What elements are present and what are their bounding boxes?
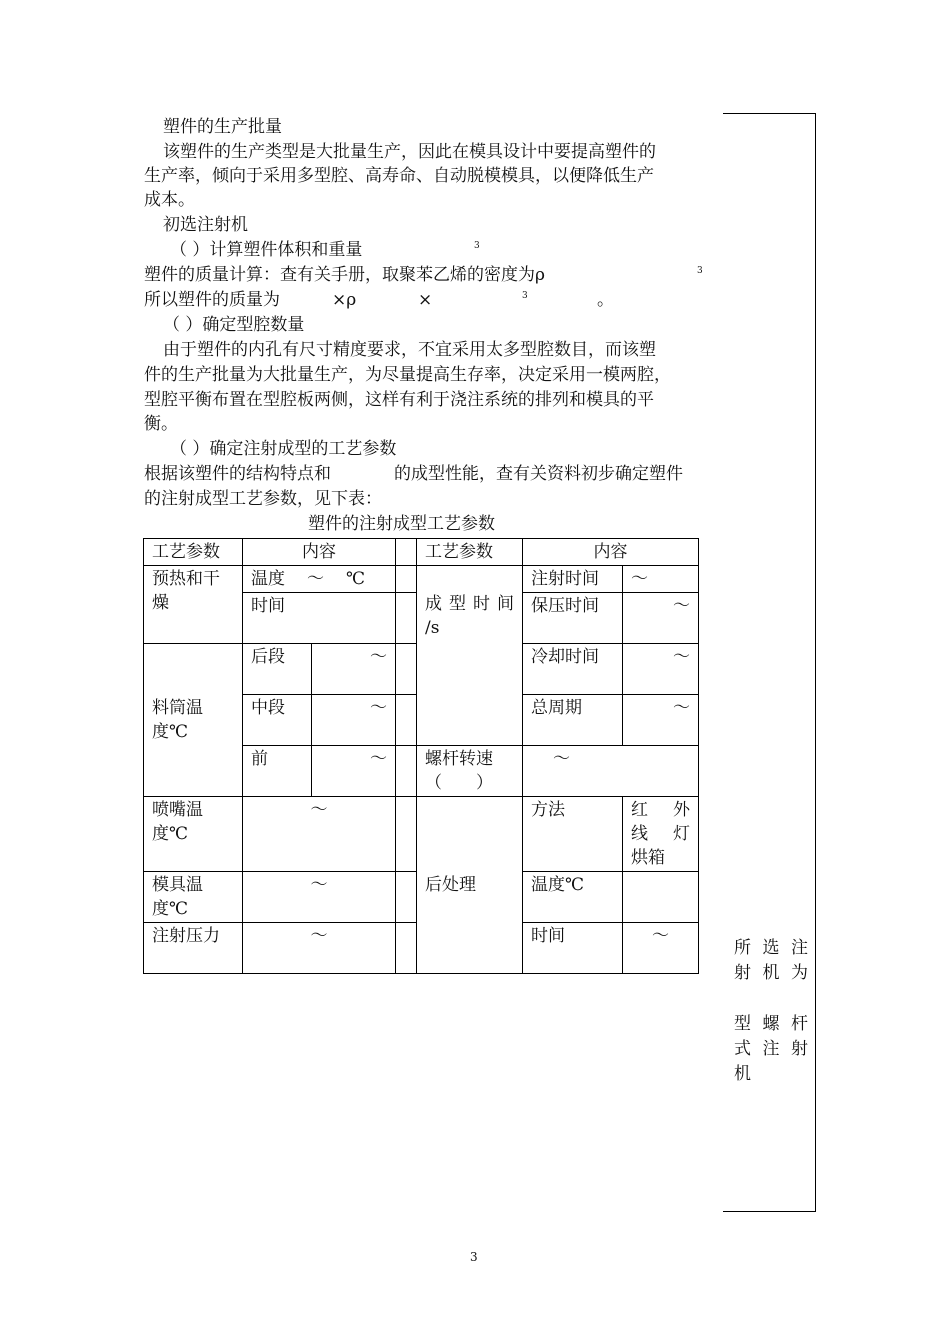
- subheading-cavity-count: （ ）确定型腔数量: [163, 315, 305, 335]
- side-note-row: 机: [734, 1064, 751, 1084]
- paragraph-line: 件的生产批量为大批量生产，为尽量提高生存率，决定采用一模两腔，: [144, 365, 671, 385]
- paragraph-line: 由于塑件的内孔有尺寸精度要求，不宜采用太多型腔数目，而该塑: [163, 340, 656, 360]
- spacer-cell: [396, 695, 417, 746]
- front-label: 前: [243, 746, 312, 797]
- paragraph-line-b: 的成型性能，查有关资料初步确定塑件: [394, 464, 683, 484]
- superscript: 3: [697, 266, 703, 276]
- mass-result-period: 。: [597, 290, 614, 310]
- molding-time-label: 成 型 时 间 /s: [417, 566, 523, 746]
- method-label: 方法: [523, 797, 623, 872]
- preheat-label: 预热和干燥: [144, 566, 243, 644]
- post-treatment-label: 后处理: [417, 797, 523, 974]
- subheading-process-params: （ ）确定注射成型的工艺参数: [170, 439, 397, 459]
- spacer-cell: [396, 593, 417, 644]
- middle-label: 中段: [243, 695, 312, 746]
- preheat-time: 时间: [243, 593, 396, 644]
- process-params-table: [143, 538, 699, 974]
- rear-value: ～: [312, 644, 396, 695]
- injection-time-value: [623, 566, 699, 593]
- side-note-row: 式 注 射: [734, 1039, 808, 1059]
- spacer-cell: [396, 539, 417, 566]
- subheading-volume-weight: （ ）计算塑件体积和重量: [170, 240, 363, 260]
- paragraph-line-a: 根据该塑件的结构特点和: [144, 464, 331, 484]
- cool-time-label: 冷却时间: [523, 644, 623, 695]
- paragraph-line: 成本。: [144, 190, 195, 210]
- cool-time-value: ～: [623, 644, 699, 695]
- spacer-cell: [396, 746, 417, 797]
- paragraph-line: 的注射成型工艺参数，见下表：: [144, 489, 382, 509]
- spacer-cell: [396, 923, 417, 974]
- inj-pressure-label: 注射压力: [144, 923, 243, 974]
- spacer-cell: [396, 566, 417, 593]
- header-content-1: 内容: [243, 539, 396, 566]
- temp-label: 温度: [251, 569, 285, 589]
- molding-time-text: 成 型 时 间: [425, 594, 514, 614]
- pt-time-value: ～: [623, 923, 699, 974]
- superscript: 3: [474, 241, 480, 251]
- mass-result-times: ×: [418, 290, 433, 310]
- table-title: 塑件的注射成型工艺参数: [308, 514, 495, 534]
- header-param-1: 工艺参数: [144, 539, 243, 566]
- heading-production-batch: 塑件的生产批量: [163, 117, 282, 137]
- total-cycle-label: 总周期: [523, 695, 623, 746]
- mold-temp-value: ～: [243, 872, 396, 923]
- screw-speed-value: ～: [523, 746, 699, 797]
- total-cycle-value: ～: [623, 695, 699, 746]
- hold-time-value: ～: [623, 593, 699, 644]
- temp-tilde: ～: [307, 569, 324, 589]
- rear-label: 后段: [243, 644, 312, 695]
- barrel-temp-label: 料筒温度℃: [144, 644, 243, 797]
- screw-speed-text: 螺杆转速: [425, 749, 493, 769]
- pt-time-label: 时间: [523, 923, 623, 974]
- spacer-cell: [396, 872, 417, 923]
- paragraph-line: 衡。: [144, 414, 178, 434]
- paragraph-line: 生产率，倾向于采用多型腔、高寿命、自动脱模模具，以便降低生产: [144, 166, 654, 186]
- tilde: ～: [631, 569, 648, 589]
- method-value: 红 外 线 灯 烘箱: [623, 797, 699, 872]
- front-value: ～: [312, 746, 396, 797]
- superscript: 3: [522, 291, 528, 301]
- nozzle-temp-value: ～: [243, 797, 396, 872]
- paragraph-line: 型腔平衡布置在型腔板两侧，这样有利于浇注系统的排列和模具的平: [144, 390, 654, 410]
- preheat-temp: [243, 566, 396, 593]
- nozzle-temp-label: 喷嘴温度℃: [144, 797, 243, 872]
- side-note-row: 型 螺 杆: [734, 1014, 808, 1034]
- mass-calc-text: 塑件的质量计算：查有关手册，取聚苯乙烯的密度为ρ: [144, 265, 545, 285]
- mass-result-label: 所以塑件的质量为: [144, 290, 280, 310]
- header-param-2: 工艺参数: [417, 539, 523, 566]
- hold-time-label: 保压时间: [523, 593, 623, 644]
- injection-time-label: 注射时间: [523, 566, 623, 593]
- mold-temp-label: 模具温度℃: [144, 872, 243, 923]
- middle-value: ～: [312, 695, 396, 746]
- paragraph-line: 该塑件的生产类型是大批量生产，因此在模具设计中要提高塑件的: [163, 142, 656, 162]
- header-content-2: 内容: [523, 539, 699, 566]
- page-number: 3: [470, 1250, 478, 1264]
- spacer-cell: [396, 644, 417, 695]
- pt-temp-label: 温度℃: [523, 872, 623, 923]
- side-note-row: 所 选 注: [734, 938, 808, 958]
- temp-unit: ℃: [346, 569, 366, 589]
- side-note-row: 射 机 为: [734, 963, 808, 983]
- spacer-cell: [396, 797, 417, 872]
- inj-pressure-value: ～: [243, 923, 396, 974]
- mass-calc-line: [144, 263, 545, 287]
- heading-select-injection-machine: 初选注射机: [163, 215, 248, 235]
- screw-speed-unit: （ ）: [425, 773, 493, 793]
- screw-speed-label: [417, 746, 523, 797]
- pt-temp-value: [623, 872, 699, 923]
- mass-result-rho: ×ρ: [332, 290, 357, 310]
